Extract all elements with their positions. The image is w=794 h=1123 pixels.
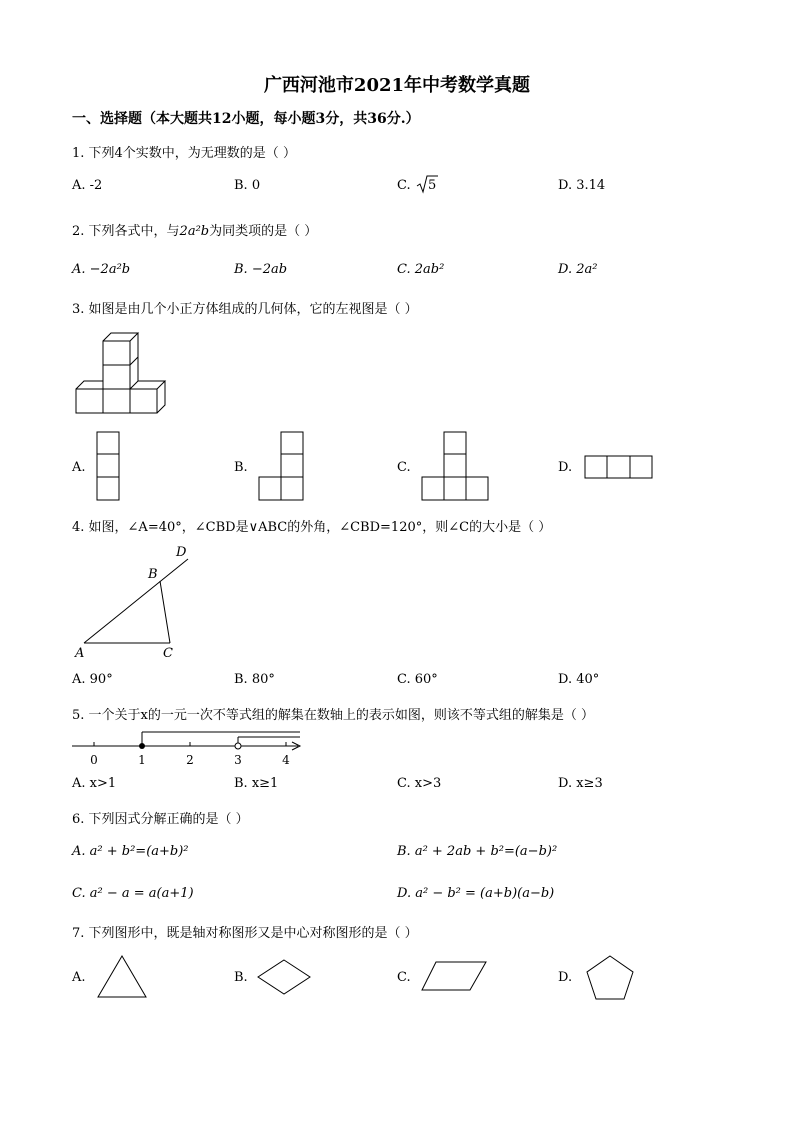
tick-label-0: 0: [90, 753, 98, 767]
sqrt-value: 5: [428, 178, 437, 193]
option-a-view: [96, 431, 120, 501]
question-7-option-d: D.: [558, 970, 573, 985]
question-5-option-b: B. x≥1: [234, 776, 279, 791]
rhombus-shape: [256, 958, 312, 996]
question-2-stem: [72, 220, 317, 239]
question-5-option-a: A. x>1: [72, 776, 117, 791]
page-title: 广西河池市2021年中考数学真题: [263, 75, 531, 96]
question-6-option-d: D. a² − b² = (a+b)(a−b): [397, 886, 555, 901]
stem-suffix: 为同类项的是（ ）: [209, 224, 318, 239]
question-7-option-a: A.: [72, 970, 86, 985]
question-5-option-d: D. x≥3: [558, 776, 603, 791]
question-1-option-d: D. 3.14: [558, 178, 606, 193]
label-b: B: [148, 567, 158, 582]
parallelogram-shape: [420, 960, 488, 992]
option-c-view: [421, 431, 493, 501]
question-1-option-a: A. -2: [72, 178, 103, 193]
triangle-figure: [72, 542, 202, 662]
question-3-option-d: D.: [558, 460, 573, 475]
option-d-view: [584, 455, 656, 481]
question-3-stem: 3. 如图是由几个小正方体组成的几何体，它的左视图是（ ）: [72, 302, 418, 317]
question-7-stem: 7. 下列图形中，既是轴对称图形又是中心对称图形的是（ ）: [72, 926, 418, 941]
question-2-option-c: C. 2ab²: [397, 262, 445, 277]
question-7-option-b: B.: [234, 970, 248, 985]
question-6-option-b: B. a² + 2ab + b²=(a−b)²: [397, 844, 558, 859]
question-4-option-b: B. 80°: [234, 672, 275, 687]
tick-label-2: 2: [186, 753, 194, 767]
cube-solid-figure: [72, 328, 172, 418]
question-4-stem: 4. 如图，∠A=40°，∠CBD是∨ABC的外角，∠CBD=120°，则∠C的大小是（ ）: [72, 520, 552, 535]
question-1-stem: 1. 下列4个实数中，为无理数的是（ ）: [72, 146, 296, 161]
question-3-option-b: B.: [234, 460, 248, 475]
question-3-option-c: C.: [397, 460, 411, 475]
tick-label-1: 1: [138, 753, 146, 767]
question-2-option-a: A. −2a²b: [72, 262, 131, 277]
question-3-option-a: A.: [72, 460, 86, 475]
stem-math: 2a²b: [179, 224, 210, 239]
question-7-option-c: C.: [397, 970, 411, 985]
pentagon-shape: [584, 954, 636, 1002]
stem-prefix: 2. 下列各式中，与: [72, 224, 180, 239]
question-1-option-c: C.: [397, 178, 411, 193]
question-2-option-d: D. 2a²: [558, 262, 598, 277]
question-1-option-b: B. 0: [234, 178, 261, 193]
number-line-figure: [72, 724, 312, 772]
option-b-view: [258, 431, 306, 501]
label-c: C: [163, 646, 173, 661]
question-6-option-a: A. a² + b²=(a+b)²: [72, 844, 189, 859]
question-6-stem: 6. 下列因式分解正确的是（ ）: [72, 812, 249, 827]
question-4-option-d: D. 40°: [558, 672, 600, 687]
tick-label-4: 4: [282, 753, 290, 767]
tick-label-3: 3: [234, 753, 242, 767]
question-5-stem: 5. 一个关于x的一元一次不等式组的解集在数轴上的表示如图，则该不等式组的解集是（ ）: [72, 708, 595, 723]
triangle-shape: [96, 954, 150, 1000]
label-d: D: [176, 545, 187, 560]
question-4-option-a: A. 90°: [72, 672, 113, 687]
label-a: A: [75, 646, 85, 661]
question-4-option-c: C. 60°: [397, 672, 438, 687]
section-heading: 一、选择题（本大题共12小题，每小题3分，共36分.）: [72, 111, 420, 127]
question-6-option-c: C. a² − a = a(a+1): [72, 886, 194, 901]
question-2-option-b: B. −2ab: [234, 262, 288, 277]
question-5-option-c: C. x>3: [397, 776, 442, 791]
